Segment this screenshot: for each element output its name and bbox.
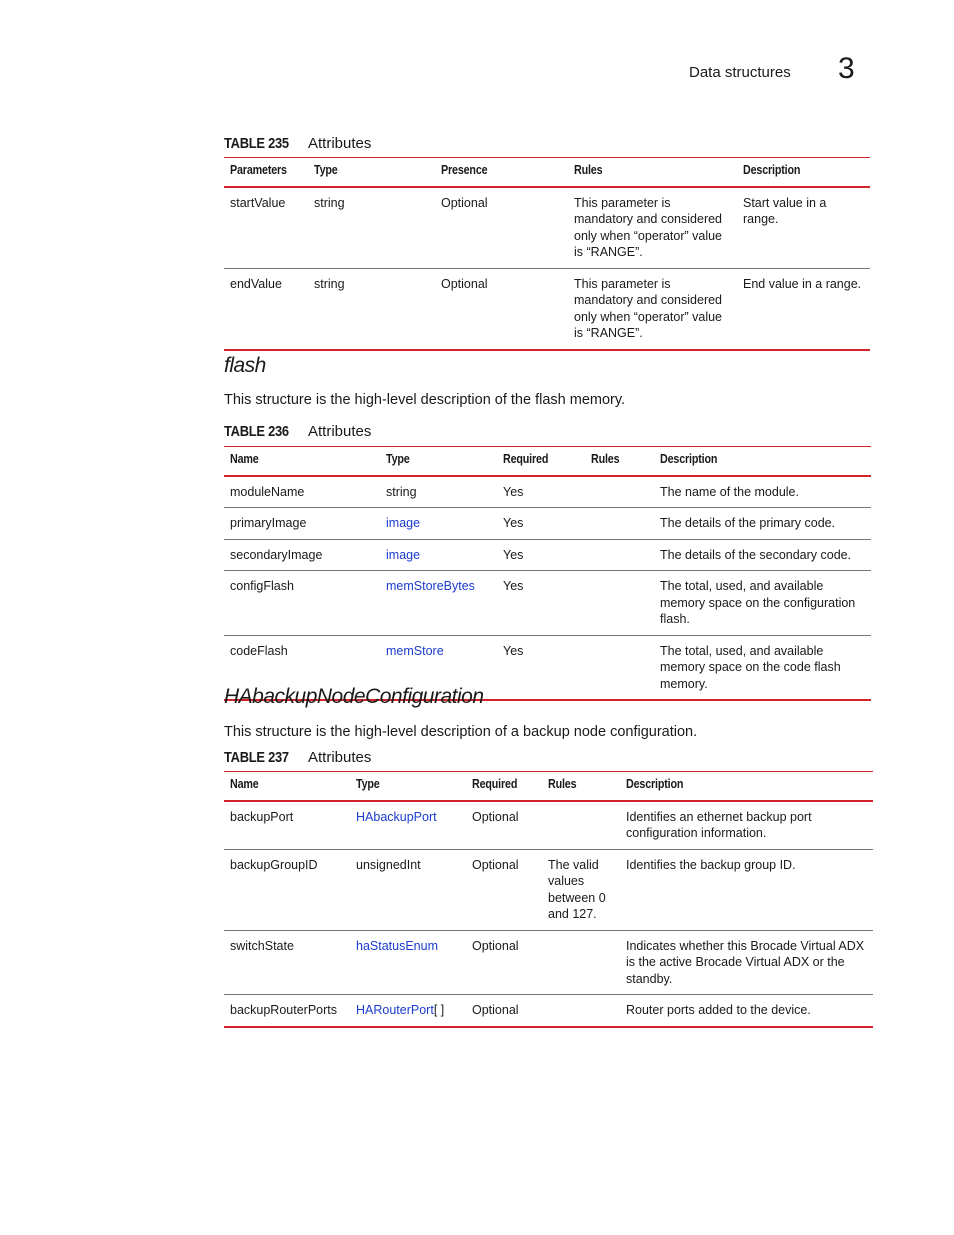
- type-link[interactable]: memStoreBytes: [386, 579, 475, 593]
- field-required: Yes: [497, 635, 585, 700]
- table-row: [224, 187, 870, 269]
- field-type: unsignedInt: [350, 849, 466, 930]
- field-type: [380, 508, 497, 540]
- column-header: Description: [654, 447, 871, 476]
- param-rules: This parameter is mandatory and considered only when “operator” value is “RANGE”.: [568, 187, 737, 269]
- table-row: [224, 849, 873, 930]
- type-link[interactable]: image: [386, 547, 421, 562]
- table-label: TABLE 236: [224, 423, 289, 440]
- field-description: Identifies an ethernet backup port configuration information.: [620, 801, 873, 850]
- column-header: Parameters: [224, 158, 308, 187]
- field-type: string: [380, 476, 497, 508]
- column-header: Type: [308, 158, 435, 187]
- column-header: Presence: [435, 158, 568, 187]
- field-name: secondaryImage: [224, 539, 380, 571]
- type-link[interactable]: memStore: [386, 643, 444, 658]
- field-description: The details of the secondary code.: [654, 539, 871, 571]
- table-header-row: [224, 158, 870, 187]
- table-row: [224, 476, 871, 508]
- field-required: Optional: [466, 930, 542, 995]
- param-description: Start value in a range.: [737, 187, 870, 269]
- array-suffix: [ ]: [433, 1003, 445, 1017]
- section-heading-habackup: HAbackupNodeConfiguration: [224, 685, 484, 708]
- table-237-caption: [224, 749, 372, 766]
- field-type: [380, 539, 497, 571]
- field-rules: [542, 801, 620, 850]
- field-required: Optional: [466, 801, 542, 850]
- table-237: [224, 771, 873, 1028]
- field-description: Identifies the backup group ID.: [620, 849, 873, 930]
- field-type: [380, 571, 497, 636]
- field-name: switchState: [224, 930, 350, 995]
- table-caption-text: Attributes: [308, 135, 372, 152]
- table-row: [224, 995, 873, 1027]
- column-header: Type: [380, 447, 497, 476]
- column-header: Description: [620, 772, 873, 801]
- field-name: backupPort: [224, 801, 350, 850]
- table-236-caption: [224, 423, 372, 440]
- table-caption-text: Attributes: [308, 749, 372, 766]
- section-intro-flash: This structure is the high-level description of the flash memory.: [224, 392, 626, 408]
- field-rules: [542, 995, 620, 1027]
- field-name: backupRouterPorts: [224, 995, 350, 1027]
- table-row: [224, 930, 873, 995]
- column-header: Name: [224, 447, 380, 476]
- field-required: Optional: [466, 995, 542, 1027]
- field-type: [350, 995, 466, 1027]
- param-description: End value in a range.: [737, 268, 870, 350]
- column-header: Rules: [585, 447, 654, 476]
- table-header-row: [224, 772, 873, 801]
- field-rules: [585, 508, 654, 540]
- table-235-caption: [224, 135, 372, 152]
- param-presence: Optional: [435, 187, 568, 269]
- field-name: moduleName: [224, 476, 380, 508]
- chapter-number: 3: [838, 52, 855, 85]
- table-row: [224, 268, 870, 350]
- column-header: Name: [224, 772, 350, 801]
- type-link[interactable]: image: [386, 516, 421, 530]
- field-required: Yes: [497, 476, 585, 508]
- table-235: [224, 157, 870, 351]
- field-name: codeFlash: [224, 635, 380, 700]
- field-rules: [542, 930, 620, 995]
- column-header: Rules: [568, 158, 737, 187]
- field-rules: [585, 571, 654, 636]
- param-type: string: [308, 268, 435, 350]
- field-description: The total, used, and available memory space on the code flash memory.: [654, 635, 871, 700]
- field-rules: The valid values between 0 and 127.: [542, 849, 620, 930]
- table-row: [224, 539, 871, 571]
- field-required: Yes: [497, 508, 585, 540]
- field-required: Yes: [497, 539, 585, 571]
- param-type: string: [308, 187, 435, 269]
- column-header: Required: [497, 447, 585, 476]
- field-description: The details of the primary code.: [654, 508, 871, 540]
- field-description: Indicates whether this Brocade Virtual ADX is the active Brocade Virtual ADX or the standby.: [620, 930, 873, 995]
- column-header: Rules: [542, 772, 620, 801]
- field-rules: [585, 635, 654, 700]
- field-required: Optional: [466, 849, 542, 930]
- field-type: [350, 930, 466, 995]
- field-description: Router ports added to the device.: [620, 995, 873, 1027]
- field-rules: [585, 539, 654, 571]
- table-row: [224, 571, 871, 636]
- section-heading-flash: flash: [224, 354, 266, 377]
- param-name: startValue: [224, 187, 308, 269]
- param-name: endValue: [224, 268, 308, 350]
- column-header: Type: [350, 772, 466, 801]
- table-caption-text: Attributes: [308, 423, 372, 440]
- table-row: [224, 801, 873, 850]
- section-intro-habackup: This structure is the high-level description of a backup node configuration.: [224, 724, 698, 740]
- column-header: Description: [737, 158, 870, 187]
- table-row: [224, 508, 871, 540]
- type-link[interactable]: HAbackupPort: [356, 809, 437, 824]
- field-required: Yes: [497, 571, 585, 636]
- param-rules: This parameter is mandatory and considered only when “operator” value is “RANGE”.: [568, 268, 737, 350]
- field-description: The name of the module.: [654, 476, 871, 508]
- table-236: [224, 446, 871, 701]
- field-name: configFlash: [224, 571, 380, 636]
- field-name: backupGroupID: [224, 849, 350, 930]
- type-link[interactable]: HARouterPort: [356, 1003, 434, 1017]
- running-header-title: Data structures: [689, 64, 791, 81]
- type-link[interactable]: haStatusEnum: [356, 938, 438, 953]
- field-rules: [585, 476, 654, 508]
- param-presence: Optional: [435, 268, 568, 350]
- field-description: The total, used, and available memory space on the configuration flash.: [654, 571, 871, 636]
- table-label: TABLE 235: [224, 135, 289, 152]
- column-header: Required: [466, 772, 542, 801]
- field-name: primaryImage: [224, 508, 380, 540]
- table-label: TABLE 237: [224, 749, 289, 766]
- table-header-row: [224, 447, 871, 476]
- field-type: [350, 801, 466, 850]
